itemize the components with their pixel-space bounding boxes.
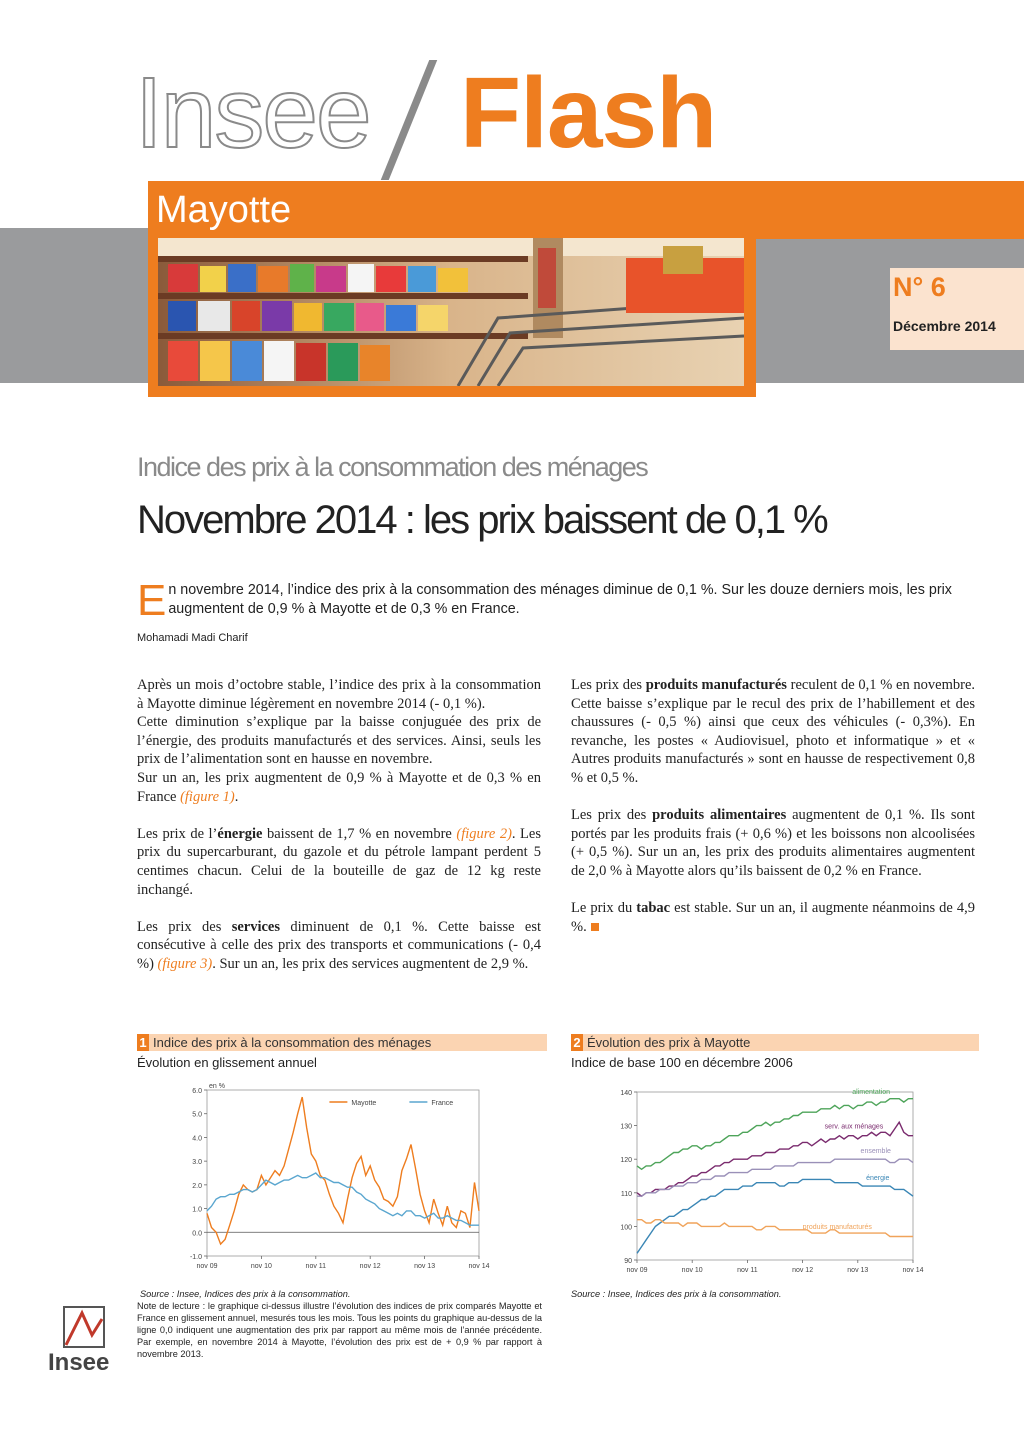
insee-footer-logo [48,1305,124,1379]
series-label-4: produits manufacturés [802,1224,872,1232]
figure-2-title: Évolution des prix à Mayotte [587,1035,751,1050]
figure-2-reference[interactable]: (figure 2) [456,825,512,842]
insee-footer-logo-text: Insee [48,1349,110,1376]
series-line-3 [637,1179,913,1253]
y-tick-label: 100 [620,1224,632,1232]
y-tick-label: 90 [624,1258,632,1265]
figure-2-number: 2 [571,1034,583,1051]
x-tick-label: nov 12 [792,1267,814,1274]
lede-dropcap: E [137,576,167,625]
y-tick-label: 120 [620,1157,632,1165]
p4-text: Les prix de l’ [137,825,218,842]
right-paragraph-2 [571,806,975,880]
figure-2-subtitle: Indice de base 100 en décembre 2006 [571,1055,793,1070]
p5-text: Les prix des [137,918,232,935]
p4-bold: énergie [217,825,263,842]
figure-1-note: Note de lecture : le graphique ci-dessus illustre l’évolution des indices de prix comparés Mayotte et France en glissement annuel, mesurés tous les mois. Tous les points du graphique au-dessus de la ligne 0,0 indiquent une augmentation des prix par rapport au même mois de l’année précédente. Par exemple, en novembre 2014 à Mayotte, l’évolution des prix est de + 0,9 % par rapport à novembre 2013. [137,1301,542,1359]
legend-label-0: Mayotte [351,1100,377,1107]
p5-bold: services [231,918,281,935]
series-line-1 [207,1173,479,1225]
left-paragraph-1: Après un mois d’octobre stable, l’indice des prix à la consommation à Mayotte diminue légèrement en novembre 2014 (- 0,1 %). [137,677,541,712]
article-title: Novembre 2014 : les prix baissent de 0,1 % [137,498,827,542]
y-tick-label: 130 [620,1123,632,1131]
x-tick-label: nov 13 [847,1267,869,1274]
plot-frame [207,1090,479,1256]
r2-text: Les prix des [571,807,653,824]
article-supertitle: Indice des prix à la consommation des ménages [137,452,648,482]
series-label-1: serv. aux ménages [824,1123,884,1131]
issue-number: N° 6 [893,272,946,302]
left-paragraph-5 [137,918,541,974]
figure-1-source: Source : Insee, Indices des prix à la consommation. [140,1289,351,1299]
figure-2-header [571,1034,979,1051]
x-tick-label: nov 10 [681,1267,703,1274]
r2-text-b: augmentent de 0,1 %. Ils sont portés par les produits frais (+ 0,6 %) et les boissons non alcoolisées (+ 0,5 %). Sur un an, les prix des produits alimentaires augmentent de 2,0 % à Mayotte alors qu’ils baissent de 0,2 % en France. [571,807,975,879]
supermarket-photo [158,238,744,386]
p4-text-b: baissent de 1,7 % en novembre [262,825,457,842]
x-tick-label: nov 13 [414,1263,436,1270]
x-tick-label: nov 10 [250,1263,272,1270]
x-tick-label: nov 11 [737,1267,758,1274]
x-tick-label: nov 12 [359,1263,381,1270]
r1-text-b: reculent de 0,1 % en novembre. Cette baisse s’explique par le recul des prix de l’habillement et des chaussures (- 0,5 %) ainsi que ceux des véhicules (- 0,3%). En revanche, les postes « Audiovisuel, photo et informatique » et « Autres produits manufacturés » sont en hausse de respectivement 0,8 % et 0,5 %. [571,677,976,786]
figure-1-header [137,1034,547,1051]
series-line-0 [207,1097,479,1244]
r1-bold: produits manufacturés [645,677,787,693]
x-tick-label: nov 11 [305,1263,327,1270]
y-tick-label: 110 [620,1190,632,1198]
figure-1-chart [175,1080,505,1280]
p3-end: . [234,788,239,805]
series-label-0: alimentation [852,1089,891,1097]
article-lede [137,576,967,625]
logo-flash-text: Flash [460,57,717,169]
p4-text-c: . Les prix du supercarburant, du gazole et du pétrole lampant perdent 5 centimes chacun. Celui de la bouteille de gaz de 12 kg reste inchangé. [137,825,541,898]
right-column [571,676,975,955]
r1-text: Les prix des [571,677,646,693]
series-label-3: énergie [866,1175,890,1183]
legend-label-1: France [431,1100,454,1107]
r3-text-b: est stable. Sur un an, il augmente néanmoins de 4,9 %. [571,900,976,935]
y-unit-label: en % [209,1083,225,1090]
left-paragraph-3 [137,769,541,806]
supermarket-illustration [158,238,744,386]
left-paragraph-2: Cette diminution s’explique par la baisse conjuguée des prix de l’énergie, des produits manufacturés et des services. Ainsi, seuls les prix de l’alimentation sont en hausse en novembre. [137,714,541,768]
figure-1-title: Indice des prix à la consommation des ménages [153,1035,432,1050]
end-of-article-mark [591,923,599,931]
p5-text-c: . Sur un an, les prix des services augmentent de 2,9 %. [212,955,529,972]
x-tick-label: nov 09 [196,1263,218,1270]
x-tick-label: nov 14 [902,1267,924,1274]
logo-slash [381,60,437,180]
right-paragraph-3 [571,899,975,936]
y-tick-label: 140 [620,1090,632,1097]
lede-text: n novembre 2014, l’indice des prix à la consommation des ménages diminue de 0,1 %. Sur les douze derniers mois, les prix augmentent de 0,9 % à Mayotte et de 0,3 % en France. [168,582,952,617]
figure-2-chart [605,1084,935,1280]
y-tick-label: 2.0 [192,1182,202,1190]
y-tick-label: 5.0 [192,1111,202,1119]
right-paragraph-1 [571,676,975,788]
y-tick-label: 0.0 [192,1230,202,1238]
y-tick-label: 3.0 [192,1159,202,1167]
figure-1-reference[interactable]: (figure 1) [180,788,235,805]
y-tick-label: 4.0 [192,1135,202,1143]
r3-bold: tabac [636,900,671,917]
p5-text-b: diminuent de 0,1 %. Cette baisse est consécutive à celle des prix des transports et communications (- 0,4 %) [137,918,541,972]
article-author: Mohamadi Madi Charif [137,632,248,644]
x-tick-label: nov 09 [626,1267,648,1274]
figure-2-source: Source : Insee, Indices des prix à la consommation. [571,1289,782,1299]
left-column [137,676,541,992]
issue-date: Décembre 2014 [893,318,996,334]
series-label-2: ensemble [860,1148,891,1156]
p3-text: Sur un an, les prix augmentent de 0,9 % à Mayotte et de 0,3 % en France [137,769,541,805]
left-paragraph-4 [137,825,541,899]
figure-1-subtitle: Évolution en glissement annuel [137,1055,317,1070]
r2-bold: produits alimentaires [652,807,787,824]
region-label: Mayotte [156,189,292,231]
logo-insee-text: Insee [135,57,370,169]
insee-logo-mark [48,1305,124,1351]
figure-3-reference[interactable]: (figure 3) [157,955,213,972]
y-tick-label: 6.0 [192,1088,202,1095]
r3-text: Le prix du [571,900,637,917]
y-tick-label: 1.0 [192,1206,202,1214]
x-tick-label: nov 14 [468,1263,490,1270]
y-tick-label: -1.0 [189,1254,202,1261]
figure-1-number: 1 [137,1034,149,1051]
